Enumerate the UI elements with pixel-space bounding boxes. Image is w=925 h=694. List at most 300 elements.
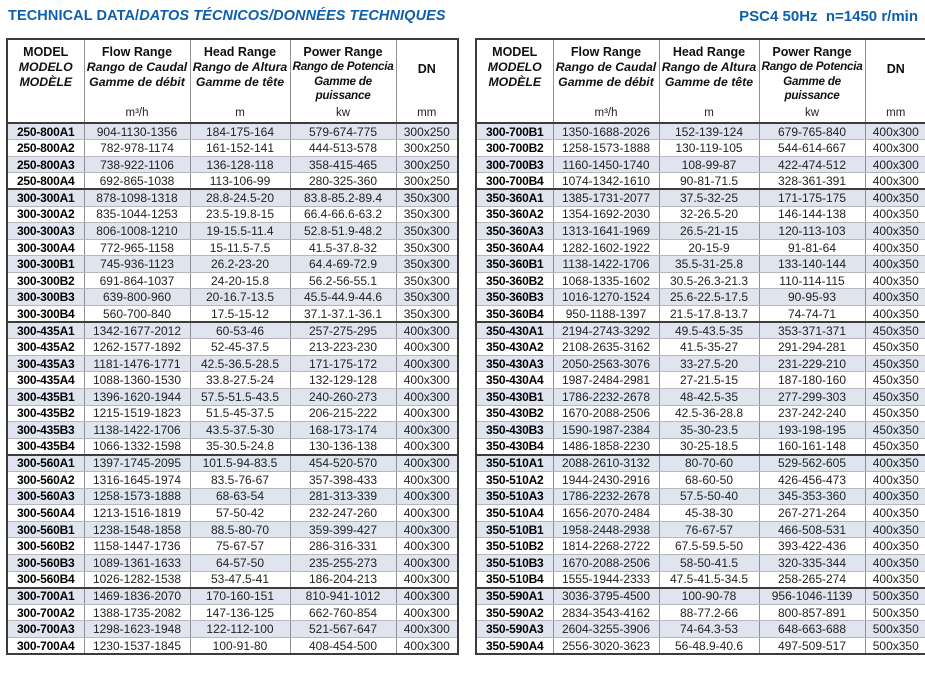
flow-cell: 1238-1548-1858 xyxy=(84,521,190,538)
model-cell: 300-700B3 xyxy=(476,156,553,173)
dn-cell: 400x300 xyxy=(396,588,458,605)
head-label-es: Rango de Altura xyxy=(192,60,288,75)
table-row xyxy=(7,438,458,455)
flow-cell: 1262-1577-1892 xyxy=(84,339,190,356)
flow-cell: 560-700-840 xyxy=(84,306,190,323)
model-cell: 350-360A1 xyxy=(476,189,553,206)
table-row xyxy=(7,571,458,588)
model-cell: 300-700A2 xyxy=(7,604,84,621)
dn-cell: 500x350 xyxy=(865,637,925,654)
power-cell: 328-361-391 xyxy=(759,173,865,190)
model-cell: 250-800A2 xyxy=(7,140,84,157)
head-cell: 23.5-19.8-15 xyxy=(190,206,290,223)
power-cell: 800-857-891 xyxy=(759,604,865,621)
model-cell: 300-560A4 xyxy=(7,505,84,522)
flow-cell: 1160-1450-1740 xyxy=(553,156,659,173)
flow-cell: 806-1008-1210 xyxy=(84,223,190,240)
model-cell: 300-560A3 xyxy=(7,488,84,505)
table-row xyxy=(7,173,458,190)
dn-cell: 400x350 xyxy=(865,455,925,472)
table-row xyxy=(476,189,925,206)
model-cell: 350-360B2 xyxy=(476,272,553,289)
power-cell: 231-229-210 xyxy=(759,355,865,372)
head-cell: 68-63-54 xyxy=(190,488,290,505)
table-row xyxy=(476,588,925,605)
table-row xyxy=(7,604,458,621)
power-cell: 240-260-273 xyxy=(290,389,396,406)
right-table-body xyxy=(476,123,925,654)
table-row xyxy=(7,272,458,289)
table-row xyxy=(7,505,458,522)
dn-cell: 400x300 xyxy=(396,455,458,472)
dn-cell: 400x300 xyxy=(396,389,458,406)
power-label-fr: Gamme de puissance xyxy=(314,74,372,102)
head-cell: 58-50-41.5 xyxy=(659,554,759,571)
model-column-header xyxy=(476,39,553,123)
head-cell: 101.5-94-83.5 xyxy=(190,455,290,472)
flow-cell: 1814-2268-2722 xyxy=(553,538,659,555)
head-cell: 60-53-46 xyxy=(190,322,290,339)
table-row xyxy=(7,355,458,372)
power-cell: 648-663-688 xyxy=(759,621,865,638)
power-cell: 393-422-436 xyxy=(759,538,865,555)
head-cell: 136-128-118 xyxy=(190,156,290,173)
head-cell: 24-20-15.8 xyxy=(190,272,290,289)
model-cell: 300-700B1 xyxy=(476,123,553,140)
flow-cell: 692-865-1038 xyxy=(84,173,190,190)
head-cell: 19-15.5-11.4 xyxy=(190,223,290,240)
head-cell: 32-26.5-20 xyxy=(659,206,759,223)
dn-cell: 300x250 xyxy=(396,156,458,173)
head-cell: 88.5-80-70 xyxy=(190,521,290,538)
power-cell: 237-242-240 xyxy=(759,405,865,422)
table-row xyxy=(476,123,925,140)
head-cell: 76-67-57 xyxy=(659,521,759,538)
table-row xyxy=(476,355,925,372)
head-cell: 57.5-51.5-43.5 xyxy=(190,389,290,406)
head-cell: 30-25-18.5 xyxy=(659,438,759,455)
flow-cell: 1026-1282-1538 xyxy=(84,571,190,588)
head-cell: 35-30-23.5 xyxy=(659,422,759,439)
head-label-en: Head Range xyxy=(672,45,746,59)
table-row xyxy=(476,389,925,406)
power-cell: 37.1-37.1-36.1 xyxy=(290,306,396,323)
dn-cell: 300x250 xyxy=(396,140,458,157)
head-cell: 147-136-125 xyxy=(190,604,290,621)
model-cell: 300-700B4 xyxy=(476,173,553,190)
head-cell: 90-81-71.5 xyxy=(659,173,759,190)
flow-cell: 1089-1361-1633 xyxy=(84,554,190,571)
model-cell: 350-430A2 xyxy=(476,339,553,356)
dn-label: DN xyxy=(417,62,436,77)
power-cell: 679-765-840 xyxy=(759,123,865,140)
power-cell: 359-399-427 xyxy=(290,521,396,538)
model-cell: 350-510A3 xyxy=(476,488,553,505)
power-cell: 232-247-260 xyxy=(290,505,396,522)
head-cell: 122-112-100 xyxy=(190,621,290,638)
head-cell: 30.5-26.3-21.3 xyxy=(659,272,759,289)
flow-cell: 738-922-1106 xyxy=(84,156,190,173)
model-cell: 300-300B3 xyxy=(7,289,84,306)
head-cell: 170-160-151 xyxy=(190,588,290,605)
flow-cell: 1987-2484-2981 xyxy=(553,372,659,389)
flow-cell: 1138-1422-1706 xyxy=(84,422,190,439)
head-cell: 25.6-22.5-17.5 xyxy=(659,289,759,306)
power-cell: 206-215-222 xyxy=(290,405,396,422)
model-column-header xyxy=(7,39,84,123)
dn-cell: 400x350 xyxy=(865,289,925,306)
dn-cell: 400x300 xyxy=(865,140,925,157)
power-cell: 130-136-138 xyxy=(290,438,396,455)
dn-cell: 400x300 xyxy=(396,422,458,439)
power-cell: 52.8-51.9-48.2 xyxy=(290,223,396,240)
head-cell: 47.5-41.5-34.5 xyxy=(659,571,759,588)
model-cell: 350-590A2 xyxy=(476,604,553,621)
flow-cell: 1298-1623-1948 xyxy=(84,621,190,638)
table-row xyxy=(7,554,458,571)
dn-cell: 450x350 xyxy=(865,355,925,372)
flow-cell: 1016-1270-1524 xyxy=(553,289,659,306)
head-unit: m xyxy=(704,107,714,120)
table-row xyxy=(476,173,925,190)
power-cell: 187-180-160 xyxy=(759,372,865,389)
flow-cell: 2088-2610-3132 xyxy=(553,455,659,472)
power-cell: 579-674-775 xyxy=(290,123,396,140)
flow-cell: 1396-1620-1944 xyxy=(84,389,190,406)
model-cell: 250-800A1 xyxy=(7,123,84,140)
flow-cell: 2194-2743-3292 xyxy=(553,322,659,339)
head-column-header xyxy=(659,39,759,123)
flow-cell: 1555-1944-2333 xyxy=(553,571,659,588)
table-row xyxy=(476,538,925,555)
model-label-es: MODELO xyxy=(18,60,73,75)
power-cell: 353-371-371 xyxy=(759,322,865,339)
power-cell: 956-1046-1139 xyxy=(759,588,865,605)
model-cell: 350-360B3 xyxy=(476,289,553,306)
dn-cell: 350x300 xyxy=(396,223,458,240)
power-cell: 281-313-339 xyxy=(290,488,396,505)
flow-column-header xyxy=(553,39,659,123)
table-row xyxy=(476,604,925,621)
head-cell: 20-16.7-13.5 xyxy=(190,289,290,306)
table-row xyxy=(476,239,925,256)
flow-column-header xyxy=(84,39,190,123)
power-cell: 529-562-605 xyxy=(759,455,865,472)
flow-label-en: Flow Range xyxy=(570,45,642,59)
dn-cell: 400x350 xyxy=(865,206,925,223)
table-row xyxy=(476,455,925,472)
table-row xyxy=(476,256,925,273)
power-cell: 408-454-500 xyxy=(290,637,396,654)
table-row xyxy=(7,123,458,140)
model-cell: 350-430B2 xyxy=(476,405,553,422)
dn-cell: 450x350 xyxy=(865,372,925,389)
model-unit xyxy=(478,115,552,119)
head-cell: 67.5-59.5-50 xyxy=(659,538,759,555)
table-row xyxy=(7,339,458,356)
flow-cell: 782-978-1174 xyxy=(84,140,190,157)
head-cell: 33-27.5-20 xyxy=(659,355,759,372)
head-cell: 41.5-35-27 xyxy=(659,339,759,356)
dn-cell: 400x350 xyxy=(865,505,925,522)
model-cell: 300-560B1 xyxy=(7,521,84,538)
dn-cell: 400x350 xyxy=(865,538,925,555)
table-row xyxy=(476,206,925,223)
power-cell: 258-265-274 xyxy=(759,571,865,588)
head-cell: 64-57-50 xyxy=(190,554,290,571)
table-row xyxy=(7,405,458,422)
power-cell: 810-941-1012 xyxy=(290,588,396,605)
head-cell: 57.5-50-40 xyxy=(659,488,759,505)
dn-cell: 500x350 xyxy=(865,621,925,638)
table-row xyxy=(7,223,458,240)
power-cell: 146-144-138 xyxy=(759,206,865,223)
dn-cell: 400x300 xyxy=(396,472,458,489)
head-cell: 45-38-30 xyxy=(659,505,759,522)
dn-column-header xyxy=(865,39,925,123)
flow-cell: 1074-1342-1610 xyxy=(553,173,659,190)
flow-cell: 1350-1688-2026 xyxy=(553,123,659,140)
head-cell: 35-30.5-24.8 xyxy=(190,438,290,455)
right-spec-table xyxy=(475,38,925,655)
table-row xyxy=(476,521,925,538)
right-table-header xyxy=(476,39,925,123)
dn-cell: 350x300 xyxy=(396,256,458,273)
power-label-en: Power Range xyxy=(303,45,383,59)
model-cell: 350-360B4 xyxy=(476,306,553,323)
model-cell: 350-510B3 xyxy=(476,554,553,571)
table-row xyxy=(476,438,925,455)
power-unit: kw xyxy=(804,107,820,120)
head-cell: 37.5-32-25 xyxy=(659,189,759,206)
dn-cell: 300x250 xyxy=(396,173,458,190)
power-cell: 193-198-195 xyxy=(759,422,865,439)
flow-cell: 904-1130-1356 xyxy=(84,123,190,140)
dn-cell: 350x300 xyxy=(396,289,458,306)
power-cell: 466-508-531 xyxy=(759,521,865,538)
head-cell: 48-42.5-35 xyxy=(659,389,759,406)
power-column-header xyxy=(290,39,396,123)
flow-cell: 1388-1735-2082 xyxy=(84,604,190,621)
head-column-header xyxy=(190,39,290,123)
table-row xyxy=(7,488,458,505)
table-row xyxy=(476,405,925,422)
model-cell: 350-430B4 xyxy=(476,438,553,455)
dn-cell: 450x350 xyxy=(865,405,925,422)
head-cell: 74-64.3-53 xyxy=(659,621,759,638)
table-row xyxy=(476,223,925,240)
model-cell: 350-430A1 xyxy=(476,322,553,339)
model-cell: 300-300A1 xyxy=(7,189,84,206)
flow-cell: 2834-3543-4162 xyxy=(553,604,659,621)
table-row xyxy=(476,372,925,389)
flow-cell: 1068-1335-1602 xyxy=(553,272,659,289)
power-cell: 662-760-854 xyxy=(290,604,396,621)
model-cell: 300-700B2 xyxy=(476,140,553,157)
flow-cell: 639-800-960 xyxy=(84,289,190,306)
table-row xyxy=(476,637,925,654)
page-header xyxy=(6,8,922,25)
table-row xyxy=(7,206,458,223)
dn-cell: 400x300 xyxy=(396,405,458,422)
flow-unit: m³/h xyxy=(594,107,618,120)
dn-cell: 450x350 xyxy=(865,422,925,439)
power-cell: 132-129-128 xyxy=(290,372,396,389)
flow-label-es: Rango de Caudal xyxy=(555,60,657,75)
flow-cell: 1656-2070-2484 xyxy=(553,505,659,522)
flow-cell: 1486-1858-2230 xyxy=(553,438,659,455)
left-table-header xyxy=(7,39,458,123)
model-cell: 300-560A2 xyxy=(7,472,84,489)
dn-cell: 350x300 xyxy=(396,189,458,206)
flow-cell: 2050-2563-3076 xyxy=(553,355,659,372)
dn-cell: 400x300 xyxy=(865,156,925,173)
power-cell: 64.4-69-72.9 xyxy=(290,256,396,273)
flow-cell: 1230-1537-1845 xyxy=(84,637,190,654)
model-label-en: MODEL xyxy=(492,45,538,59)
head-cell: 17.5-15-12 xyxy=(190,306,290,323)
page-title-en: TECHNICAL DATA/ xyxy=(8,8,140,24)
flow-cell: 1670-2088-2506 xyxy=(553,405,659,422)
dn-cell: 400x300 xyxy=(396,372,458,389)
flow-cell: 2108-2635-3162 xyxy=(553,339,659,356)
model-label-en: MODEL xyxy=(23,45,69,59)
head-cell: 113-106-99 xyxy=(190,173,290,190)
dn-unit: mm xyxy=(886,107,906,120)
head-cell: 130-119-105 xyxy=(659,140,759,157)
power-cell: 521-567-647 xyxy=(290,621,396,638)
flow-cell: 950-1188-1397 xyxy=(553,306,659,323)
head-cell: 152-139-124 xyxy=(659,123,759,140)
model-cell: 350-430A3 xyxy=(476,355,553,372)
power-cell: 171-175-175 xyxy=(759,189,865,206)
table-row xyxy=(7,140,458,157)
flow-cell: 878-1098-1318 xyxy=(84,189,190,206)
flow-cell: 1158-1447-1736 xyxy=(84,538,190,555)
dn-cell: 400x350 xyxy=(865,488,925,505)
head-cell: 20-15-9 xyxy=(659,239,759,256)
power-cell: 90-95-93 xyxy=(759,289,865,306)
table-row xyxy=(7,189,458,206)
table-row xyxy=(476,339,925,356)
table-row xyxy=(476,272,925,289)
flow-cell: 1385-1731-2077 xyxy=(553,189,659,206)
model-cell: 300-435B4 xyxy=(7,438,84,455)
dn-cell: 450x350 xyxy=(865,438,925,455)
flow-cell: 1215-1519-1823 xyxy=(84,405,190,422)
power-cell: 291-294-281 xyxy=(759,339,865,356)
flow-cell: 1282-1602-1922 xyxy=(553,239,659,256)
power-label-fr: Gamme de puissance xyxy=(783,74,841,102)
model-cell: 350-590A4 xyxy=(476,637,553,654)
flow-cell: 1670-2088-2506 xyxy=(553,554,659,571)
table-row xyxy=(7,472,458,489)
head-cell: 52-45-37.5 xyxy=(190,339,290,356)
power-cell: 171-175-172 xyxy=(290,355,396,372)
table-row xyxy=(7,538,458,555)
table-row xyxy=(7,422,458,439)
pump-spec-label: PSC4 50Hz n=1450 r/min xyxy=(739,8,918,25)
flow-cell: 1316-1645-1974 xyxy=(84,472,190,489)
head-cell: 42.5-36.5-28.5 xyxy=(190,355,290,372)
model-cell: 350-510A1 xyxy=(476,455,553,472)
head-cell: 15-11.5-7.5 xyxy=(190,239,290,256)
head-cell: 83.5-76-67 xyxy=(190,472,290,489)
model-cell: 250-800A3 xyxy=(7,156,84,173)
table-row xyxy=(7,588,458,605)
flow-cell: 835-1044-1253 xyxy=(84,206,190,223)
model-cell: 300-435B2 xyxy=(7,405,84,422)
model-cell: 300-435A4 xyxy=(7,372,84,389)
dn-cell: 500x350 xyxy=(865,588,925,605)
flow-label-es: Rango de Caudal xyxy=(86,60,188,75)
head-cell: 161-152-141 xyxy=(190,140,290,157)
model-cell: 300-300B4 xyxy=(7,306,84,323)
dn-unit: mm xyxy=(417,107,437,120)
left-table-body xyxy=(7,123,458,654)
head-cell: 56-48.9-40.6 xyxy=(659,637,759,654)
model-cell: 300-435A1 xyxy=(7,322,84,339)
head-cell: 100-90-78 xyxy=(659,588,759,605)
dn-cell: 400x300 xyxy=(396,505,458,522)
dn-cell: 400x300 xyxy=(396,339,458,356)
table-row xyxy=(7,372,458,389)
head-cell: 184-175-164 xyxy=(190,123,290,140)
flow-cell: 1213-1516-1819 xyxy=(84,505,190,522)
model-cell: 350-430B1 xyxy=(476,389,553,406)
table-row xyxy=(476,322,925,339)
flow-cell: 1313-1641-1969 xyxy=(553,223,659,240)
power-cell: 133-140-144 xyxy=(759,256,865,273)
model-cell: 350-510B1 xyxy=(476,521,553,538)
dn-cell: 400x300 xyxy=(865,173,925,190)
head-label-fr: Gamme de tête xyxy=(195,75,285,90)
power-cell: 280-325-360 xyxy=(290,173,396,190)
head-cell: 27-21.5-15 xyxy=(659,372,759,389)
flow-cell: 1786-2232-2678 xyxy=(553,389,659,406)
power-cell: 277-299-303 xyxy=(759,389,865,406)
model-cell: 350-590A1 xyxy=(476,588,553,605)
flow-cell: 1397-1745-2095 xyxy=(84,455,190,472)
dn-cell: 400x300 xyxy=(396,571,458,588)
power-cell: 83.8-85.2-89.4 xyxy=(290,189,396,206)
power-cell: 358-415-465 xyxy=(290,156,396,173)
dn-cell: 400x300 xyxy=(865,123,925,140)
table-row xyxy=(476,306,925,323)
head-cell: 49.5-43.5-35 xyxy=(659,322,759,339)
head-cell: 43.5-37.5-30 xyxy=(190,422,290,439)
model-cell: 350-430B3 xyxy=(476,422,553,439)
table-row xyxy=(476,289,925,306)
power-cell: 454-520-570 xyxy=(290,455,396,472)
head-cell: 88-77.2-66 xyxy=(659,604,759,621)
model-unit xyxy=(9,115,83,119)
flow-cell: 1958-2448-2938 xyxy=(553,521,659,538)
head-label-fr: Gamme de tête xyxy=(664,75,754,90)
head-cell: 68-60-50 xyxy=(659,472,759,489)
dn-cell: 350x300 xyxy=(396,239,458,256)
power-cell: 120-113-103 xyxy=(759,223,865,240)
table-row xyxy=(7,289,458,306)
dn-cell: 400x350 xyxy=(865,472,925,489)
head-cell: 57-50-42 xyxy=(190,505,290,522)
model-label-es: MODELO xyxy=(487,60,542,75)
flow-cell: 1342-1677-2012 xyxy=(84,322,190,339)
table-row xyxy=(7,256,458,273)
dn-cell: 350x300 xyxy=(396,206,458,223)
flow-cell: 1944-2430-2916 xyxy=(553,472,659,489)
power-label-en: Power Range xyxy=(772,45,852,59)
